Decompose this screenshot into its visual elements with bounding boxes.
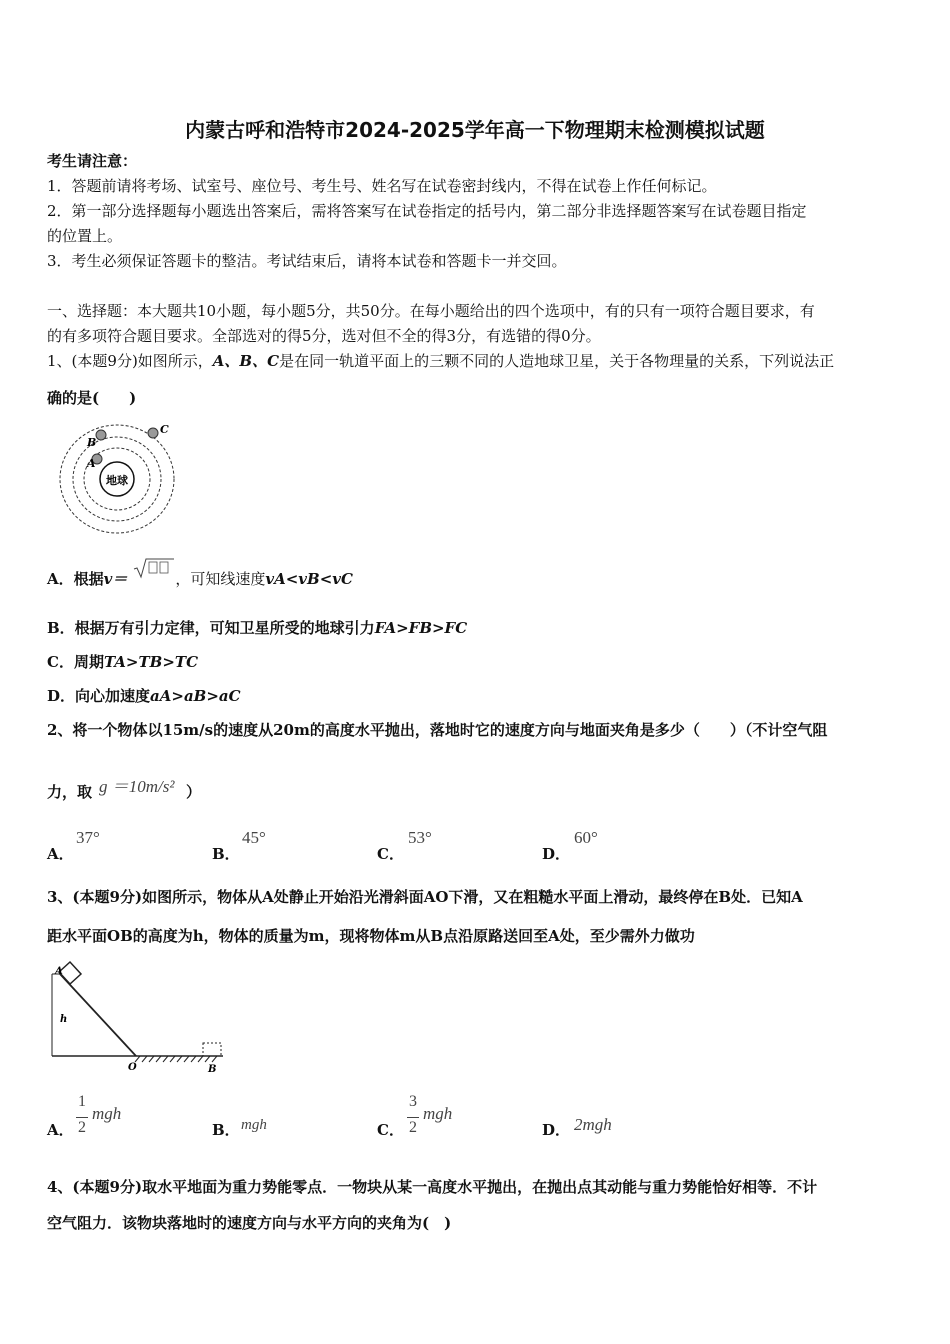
sqrt-formula-icon <box>132 557 176 579</box>
earth-label: 地球 <box>106 474 128 487</box>
q4-stem-line2: 空气阻力．该物块落地时的速度方向与水平方向的夹角为( ) <box>47 1214 452 1232</box>
q3-option-b-letter[interactable]: B． <box>212 1121 240 1139</box>
fraction-bar <box>407 1117 419 1118</box>
q3-option-d-letter[interactable]: D． <box>542 1121 571 1139</box>
q2-option-b-value: 45° <box>242 828 266 847</box>
notice-item-2: 2．第一部分选择题每小题选出答案后，需将答案写在试卷指定的括号内，第二部分非选择题答案写在试卷题目指定 <box>47 202 807 220</box>
label-a: A <box>87 457 96 470</box>
q1-rest: 是在同一轨道平面上的三颗不同的人造地球卫星，关于各物理量的关系，下列说法正 <box>279 352 835 370</box>
q1-option-d <box>47 687 241 705</box>
q2-option-b-letter[interactable]: B． <box>212 845 240 863</box>
q3-option-a-expr: mgh <box>92 1104 122 1123</box>
q1-option-a-v: v＝ <box>103 570 128 588</box>
q4-stem-line1: 4、(本题9分)取水平地面为重力势能零点．一物块从某一高度水平抛出，在抛出点其动能与重力势能恰好相等．不计 <box>47 1178 818 1196</box>
q2-stem-line1: 2、将一个物体以15m/s的速度从20m的高度水平抛出，落地时它的速度方向与地面夹角是多少（ ）（不计空气阻 <box>47 721 828 739</box>
q1-option-c-text: C．周期 <box>47 653 104 671</box>
q1-option-a-mid: ，可知线速度 <box>175 570 266 588</box>
q3-option-a-letter[interactable]: A． <box>47 1121 74 1139</box>
q3-option-c-expr: mgh <box>423 1104 453 1123</box>
q3-option-a-den: 2 <box>78 1119 86 1136</box>
figure-label-h: h <box>60 1014 68 1025</box>
figure-label-a: A <box>55 966 63 977</box>
q3-option-c-letter[interactable]: C． <box>377 1121 404 1139</box>
q2-option-d-value: 60° <box>574 828 598 847</box>
q1-option-a <box>47 570 353 588</box>
q3-incline-figure <box>48 960 233 1078</box>
page-title: 内蒙古呼和浩特市2024-2025学年高一下物理期末检测模拟试题 <box>185 118 765 142</box>
satellite-c <box>148 428 158 438</box>
q1-option-a-prefix: A．根据 <box>47 570 104 588</box>
q1-prefix: 1、(本题9分)如图所示， <box>47 352 213 370</box>
section1-line1: 一、选择题：本大题共10小题，每小题5分，共50分。在每小题给出的四个选项中，有的只有一项符合题目要求，有 <box>47 302 815 320</box>
notice-item-2-cont: 的位置上。 <box>47 227 123 245</box>
q3-stem-line2: 距水平面OB的高度为h，物体的质量为m，现将物体m从B点沿原路送回至A处，至少需外力做功 <box>47 927 695 945</box>
fraction-bar <box>76 1117 88 1118</box>
q2-option-a-value: 37° <box>76 828 100 847</box>
q1-satellites: A、B、C <box>212 352 280 370</box>
q3-option-d-expr: 2mgh <box>574 1115 612 1134</box>
q1-option-d-text: D．向心加速度 <box>47 687 151 705</box>
q1-option-b <box>47 619 467 637</box>
notice-item-3: 3．考生必须保证答题卡的整洁。考试结束后，请将本试卷和答题卡一并交回。 <box>47 252 567 270</box>
q2-gravity-formula: g ＝10m/s² <box>99 777 175 796</box>
label-c: C <box>160 423 169 436</box>
q3-stem-line1: 3、(本题9分)如图所示，物体从A处静止开始沿光滑斜面AO下滑，又在粗糙水平面上滑动，最终停在B处．已知A <box>47 888 803 906</box>
figure-label-o: O <box>128 1062 137 1073</box>
q2-option-a-letter[interactable]: A． <box>47 845 74 863</box>
notice-item-1: 1．答题前请将考场、试室号、座位号、考生号、姓名写在试卷密封线内，不得在试卷上作任何标记。 <box>47 177 717 195</box>
q1-option-c-relation: TA>TB>TC <box>103 653 199 671</box>
notice-heading: 考生请注意： <box>47 152 138 170</box>
q2-option-d-letter[interactable]: D． <box>542 845 571 863</box>
satellite-b <box>96 430 106 440</box>
q3-option-c-num: 3 <box>409 1093 417 1110</box>
q2-stem-line2-suffix: ） <box>186 783 202 801</box>
q1-option-b-relation: FA>FB>FC <box>374 619 468 637</box>
label-b: B <box>87 436 97 449</box>
q1-option-b-text: B．根据万有引力定律，可知卫星所受的地球引力 <box>47 619 375 637</box>
q1-orbit-figure <box>55 418 185 538</box>
q2-option-c-value: 53° <box>408 828 432 847</box>
q2-option-c-letter[interactable]: C． <box>377 845 404 863</box>
q2-stem-line2-prefix: 力，取 <box>47 783 93 801</box>
q1-stem <box>47 352 834 370</box>
q1-stem-line2: 确的是( ) <box>47 389 137 407</box>
section1-line2: 的有多项符合题目要求。全部选对的得5分，选对但不全的得3分，有选错的得0分。 <box>47 327 601 345</box>
q3-option-a-num: 1 <box>78 1093 86 1110</box>
q1-option-a-relation: vA<vB<vC <box>265 570 353 588</box>
figure-label-b: B <box>208 1064 217 1075</box>
q3-option-c-den: 2 <box>409 1119 417 1136</box>
q1-option-d-relation: aA>aB>aC <box>150 687 241 705</box>
q1-option-c <box>47 653 198 671</box>
q3-option-b-expr: mgh <box>241 1117 267 1133</box>
